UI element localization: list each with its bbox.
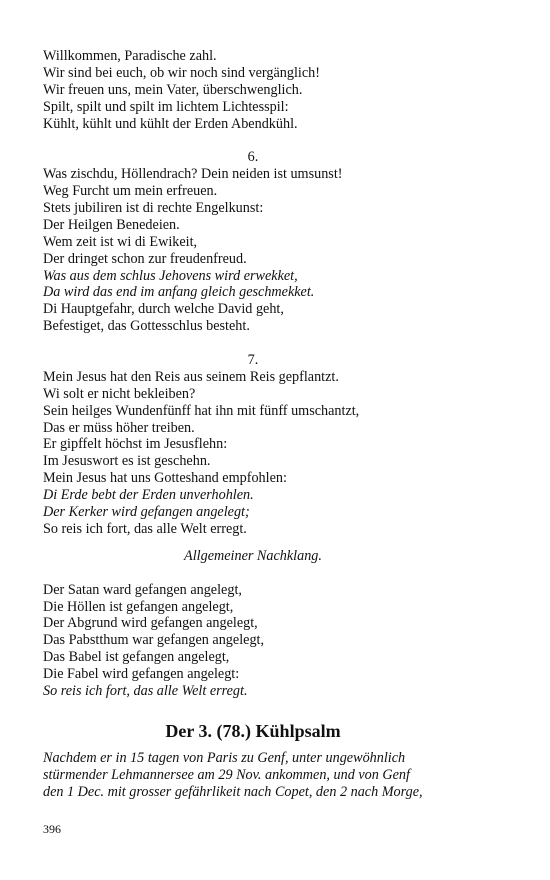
psalm-intro	[43, 750, 463, 801]
psalm-heading: Der 3. (78.) Kühlpsalm	[165, 720, 341, 741]
intro-line: stürmender Lehmannersee am 29 Nov. ankommen, und von Genf	[43, 766, 410, 783]
verse-line: Kühlt, kühlt und kühlt der Erden Abendkühl.	[43, 115, 298, 132]
verse-line: Wir freuen uns, mein Vater, überschwenglich.	[43, 81, 303, 98]
stanza-7	[43, 352, 463, 538]
stanza-5-ending	[43, 48, 463, 132]
verse-line-italic: So reis ich fort, das alle Welt erregt.	[43, 682, 248, 699]
verse-line: Das er müss höher treiben.	[43, 419, 195, 436]
stanza-spacer	[43, 565, 463, 582]
verse-line: Wi solt er nicht bekleiben?	[43, 385, 196, 402]
stanza-spacer	[43, 538, 463, 548]
nachklang-section	[43, 548, 463, 700]
verse-line-italic: Di Erde bebt der Erden unverhohlen.	[43, 487, 254, 504]
verse-line-italic: Da wird das end im anfang gleich geschmekket.	[43, 284, 315, 301]
verse-line: Befestiget, das Gottesschlus besteht.	[43, 318, 250, 335]
verse-line: Die Höllen ist gefangen angelegt,	[43, 598, 234, 615]
verse-line: Stets jubiliren ist di rechte Engelkunst:	[43, 200, 264, 217]
verse-line: Mein Jesus hat uns Gotteshand empfohlen:	[43, 470, 287, 487]
verse-line: Was zischdu, Höllendrach? Dein neiden ist umsunst!	[43, 166, 343, 183]
verse-line: Der Heilgen Benedeien.	[43, 216, 180, 233]
verse-line: Wem zeit ist wi di Ewikeit,	[43, 233, 198, 250]
verse-line: Er gipffelt höchst im Jesusflehn:	[43, 436, 228, 453]
intro-line: Nachdem er in 15 tagen von Paris zu Genf, unter ungewöhnlich	[43, 749, 406, 766]
verse-line: Die Fabel wird gefangen angelegt:	[43, 666, 240, 683]
stanza-number: 6.	[247, 149, 259, 166]
verse-line: Willkommen, Paradische zahl.	[43, 48, 217, 64]
verse-line: Der dringet schon zur freudenfreud.	[43, 250, 247, 267]
page-body	[43, 48, 463, 801]
verse-line: Im Jesuswort es ist geschehn.	[43, 453, 211, 470]
verse-line: Der Abgrund wird gefangen angelegt,	[43, 615, 258, 632]
stanza-6	[43, 149, 463, 335]
stanza-spacer	[43, 132, 463, 149]
stanza-spacer	[43, 335, 463, 352]
nachklang-title: Allgemeiner Nachklang.	[184, 547, 322, 564]
verse-line: Spilt, spilt und spilt im lichtem Lichtesspil:	[43, 98, 289, 115]
verse-line: Sein heilges Wundenfünff hat ihn mit fünff umschantzt,	[43, 402, 360, 419]
verse-line: Weg Furcht um mein erfreuen.	[43, 183, 218, 200]
verse-line: Das Babel ist gefangen angelegt,	[43, 649, 230, 666]
page-number: 396	[43, 822, 61, 836]
verse-line: Der Satan ward gefangen angelegt,	[43, 581, 242, 598]
stanza-number: 7.	[247, 352, 259, 369]
verse-line-italic: Der Kerker wird gefangen angelegt;	[43, 504, 250, 521]
verse-line: Das Pabstthum war gefangen angelegt,	[43, 632, 265, 649]
verse-line: So reis ich fort, das alle Welt erregt.	[43, 520, 247, 537]
verse-line: Wir sind bei euch, ob wir noch sind vergänglich!	[43, 64, 320, 81]
intro-line: den 1 Dec. mit grosser gefährlikeit nach Copet, den 2 nach Morge,	[43, 783, 423, 800]
verse-line-italic: Was aus dem schlus Jehovens wird erwekket,	[43, 267, 298, 284]
verse-line: Mein Jesus hat den Reis aus seinem Reis gepflantzt.	[43, 368, 339, 385]
verse-line: Di Hauptgefahr, durch welche David geht,	[43, 301, 284, 318]
